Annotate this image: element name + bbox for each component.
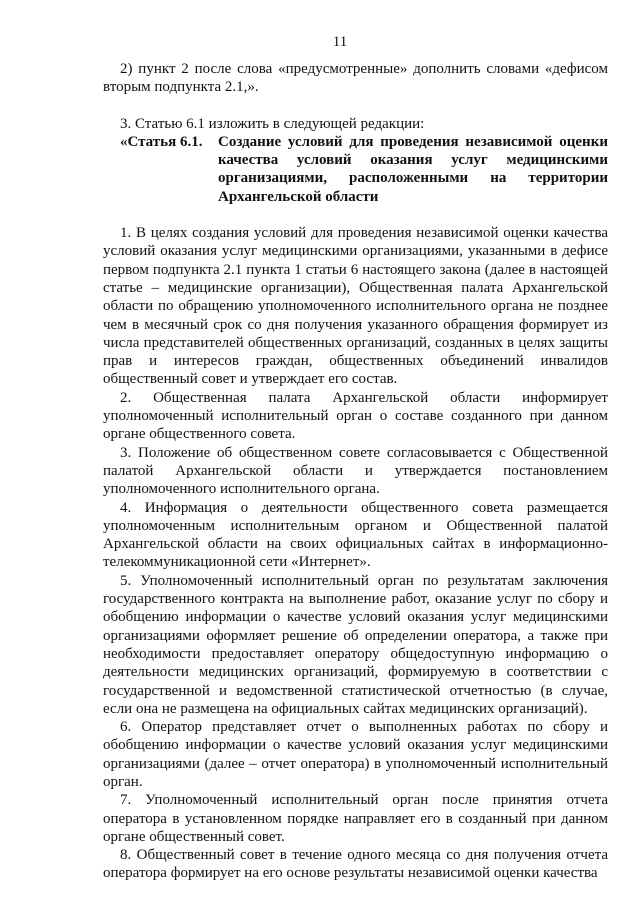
article-label: «Статья 6.1. [120, 133, 203, 150]
amendment-item-2: 2) пункт 2 после слова «предусмотренные» дополнить словами «дефисом вторым подпункта 2.1,». [103, 61, 608, 96]
article-paragraph-4: 4. Информация о деятельности общественного совета размещается уполномоченным исполнительным органом и Общественной палатой Архангельской области на своих официальных сайтах в информационно-телекоммуникационной сети «Интернет». [103, 499, 608, 571]
page-number: 11 [332, 34, 348, 50]
article-paragraph-6: 6. Оператор представляет отчет о выполненных работах по сбору и обобщению информации о качестве условий оказания услуг медицинскими организациями (далее – отчет оператора) в уполномоченный исполнительный орган. [103, 719, 608, 790]
article-title: Создание условий для проведения независимой оценки качества условий оказания услуг медицинскими организациями, расположенными на территории Архангельской области [218, 133, 608, 205]
article-paragraph-8: 8. Общественный совет в течение одного месяца со дня получения отчета оператора формирует на его основе результаты независимой оценки качества [103, 847, 608, 882]
amendment-item-3: 3. Статью 6.1 изложить в следующей редакции: [120, 115, 425, 132]
article-paragraph-3: 3. Положение об общественном совете согласовывается с Общественной палатой Архангельской области и утверждается постановлением уполномоченного исполнительного органа. [103, 444, 608, 498]
spacer [103, 206, 608, 224]
article-paragraph-7: 7. Уполномоченный исполнительный орган после принятия отчета оператора в установленном порядке направляет его в созданный при данном органе общественный совет. [103, 792, 608, 845]
document-body [103, 60, 608, 883]
article-paragraph-1: 1. В целях создания условий для проведения независимой оценки качества условий оказания услуг медицинскими организациями, указанными в дефисе первом подпункта 2.1 пункта 1 статьи 6 настоящего закона (далее в настоящей статье – медицинские организации), Общественная палата Архангельской области по обращению уполномоченного исполнительного органа не позднее чем в месячный срок со дня получения указанного обращения формирует из числа представителей общественных организаций, созданных в целях защиты прав и интересов граждан, общественных объединений инвалидов общественный совет и утверждает его состав. [103, 225, 608, 388]
article-heading [103, 133, 608, 206]
article-paragraph-2: 2. Общественная палата Архангельской области информирует уполномоченный исполнительный орган о составе созданного при данном органе общественного совета. [103, 389, 608, 443]
article-paragraph-5: 5. Уполномоченный исполнительный орган по результатам заключения государственного контракта на выполнение работ, оказание услуг по сбору и обобщению информации о качестве условий оказания услуг медицинскими организациями оформляет решение об определении оператора, а также при необходимости предоставляет оператору общедоступную информацию о деятельности медицинских организаций, формируемую в соответствии с государственной и ведомственной статистической отчетностью (в случае, если она не размещена на официальных сайтах медицинских организаций). [103, 572, 608, 717]
spacer [103, 97, 608, 115]
